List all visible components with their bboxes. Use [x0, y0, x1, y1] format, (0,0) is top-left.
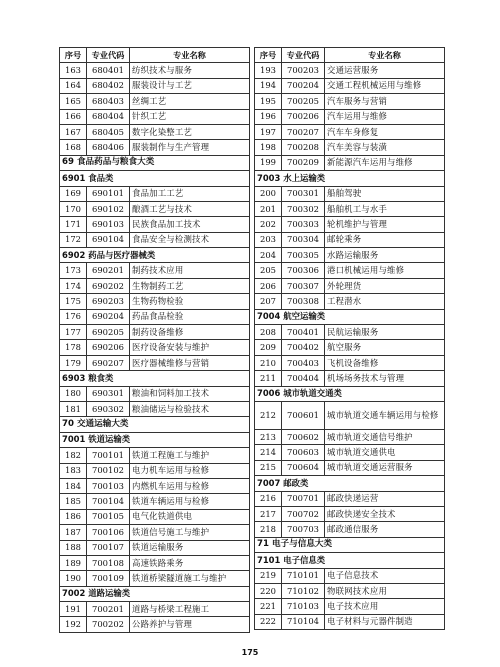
table-row [255, 325, 445, 340]
program-name: 电力机车运用与检修 [130, 463, 250, 478]
table-row [60, 124, 250, 139]
program-code: 700203 [282, 63, 325, 78]
row-number: 195 [255, 94, 282, 109]
right-table [254, 47, 445, 630]
subcategory-title: 7006 城市轨道交通类 [255, 386, 445, 401]
table-row [255, 140, 445, 155]
program-code: 700103 [87, 478, 130, 493]
row-number: 182 [60, 448, 87, 463]
subcategory-row [255, 476, 445, 491]
table-row [255, 568, 445, 583]
program-code: 700109 [87, 571, 130, 586]
row-number: 222 [255, 614, 282, 629]
row-number: 184 [60, 478, 87, 493]
program-code: 700305 [282, 248, 325, 263]
program-name: 医疗设备安装与维护 [130, 340, 250, 355]
program-name: 铁道运输服务 [130, 540, 250, 555]
program-code: 700604 [282, 460, 325, 475]
table-row [60, 463, 250, 478]
row-number: 183 [60, 463, 87, 478]
program-name: 外轮理货 [325, 278, 445, 293]
table-row [255, 63, 445, 78]
table-row [255, 445, 445, 460]
program-code: 710103 [282, 599, 325, 614]
program-name: 邮政快递运营 [325, 491, 445, 506]
program-name: 邮轮乘务 [325, 232, 445, 247]
table-row [60, 478, 250, 493]
program-name: 水路运输服务 [325, 248, 445, 263]
program-name: 电子材料与元器件制造 [325, 614, 445, 629]
table-row [60, 63, 250, 78]
row-number: 218 [255, 522, 282, 537]
table-row [255, 340, 445, 355]
category-title: 71 电子与信息大类 [255, 537, 445, 552]
row-number: 200 [255, 186, 282, 201]
row-number: 199 [255, 155, 282, 170]
subcategory-title: 7007 邮政类 [255, 476, 445, 491]
table-row [60, 509, 250, 524]
program-name: 城市轨道交通运营服务 [325, 460, 445, 475]
program-code: 700107 [87, 540, 130, 555]
program-code: 690101 [87, 186, 130, 201]
program-code: 700201 [87, 602, 130, 617]
subcategory-title: 6902 药品与医疗器械类 [60, 248, 250, 263]
row-number: 192 [60, 617, 87, 632]
row-number: 190 [60, 571, 87, 586]
subcategory-title: 6903 粮食类 [60, 371, 250, 386]
table-row [255, 248, 445, 263]
row-number: 187 [60, 525, 87, 540]
program-name: 丝绸工艺 [130, 94, 250, 109]
table-row [255, 429, 445, 444]
program-code: 690302 [87, 401, 130, 416]
program-code: 700701 [282, 491, 325, 506]
program-code: 700404 [282, 371, 325, 386]
program-name: 粮油和饲料加工技术 [130, 386, 250, 401]
program-name: 城市轨道交通供电 [325, 445, 445, 460]
program-name: 药品食品检验 [130, 309, 250, 324]
program-name: 医疗器械维修与营销 [130, 355, 250, 370]
program-code: 690201 [87, 263, 130, 278]
table-row [255, 506, 445, 521]
table-row [255, 263, 445, 278]
table-row [255, 155, 445, 170]
row-number: 196 [255, 109, 282, 124]
table-row [60, 263, 250, 278]
table-row [255, 491, 445, 506]
row-number: 173 [60, 263, 87, 278]
program-name: 电气化铁道供电 [130, 509, 250, 524]
program-name: 食品加工工艺 [130, 186, 250, 201]
program-code: 690102 [87, 201, 130, 216]
program-name: 邮政通信服务 [325, 522, 445, 537]
row-number: 203 [255, 232, 282, 247]
program-name: 港口机械运用与维修 [325, 263, 445, 278]
table-row [60, 325, 250, 340]
table-row [60, 217, 250, 232]
row-number: 197 [255, 124, 282, 139]
table-row [60, 540, 250, 555]
right-table-body [255, 63, 445, 630]
subcategory-row [60, 586, 250, 601]
subcategory-title: 7001 铁道运输类 [60, 432, 250, 447]
program-code: 700104 [87, 494, 130, 509]
subcategory-row [60, 432, 250, 447]
table-row [60, 525, 250, 540]
row-number: 171 [60, 217, 87, 232]
program-name: 汽车运用与维修 [325, 109, 445, 124]
program-name: 交通运营服务 [325, 63, 445, 78]
program-code: 700307 [282, 278, 325, 293]
program-code: 700101 [87, 448, 130, 463]
subcategory-row [255, 553, 445, 568]
table-row [255, 78, 445, 93]
program-name: 服装制作与生产管理 [130, 140, 250, 155]
program-code: 710101 [282, 568, 325, 583]
table-row [255, 599, 445, 614]
row-number: 185 [60, 494, 87, 509]
table-row [60, 555, 250, 570]
program-name: 铁道桥梁隧道施工与维护 [130, 571, 250, 586]
row-number: 179 [60, 355, 87, 370]
program-code: 690103 [87, 217, 130, 232]
program-name: 电子技术应用 [325, 599, 445, 614]
program-code: 690104 [87, 232, 130, 247]
program-name: 船舶驾驶 [325, 186, 445, 201]
program-name: 纺织技术与服务 [130, 63, 250, 78]
table-row [60, 201, 250, 216]
program-name: 公路养护与管理 [130, 617, 250, 632]
program-name: 道路与桥梁工程施工 [130, 602, 250, 617]
program-name: 汽车服务与营销 [325, 94, 445, 109]
row-number: 202 [255, 217, 282, 232]
row-number: 212 [255, 401, 282, 429]
row-number: 217 [255, 506, 282, 521]
row-number: 163 [60, 63, 87, 78]
program-name: 生物制药工艺 [130, 278, 250, 293]
category-title: 70 交通运输大类 [60, 417, 250, 432]
table-row [255, 401, 445, 429]
program-code: 680404 [87, 109, 130, 124]
program-code: 700108 [87, 555, 130, 570]
program-code: 680405 [87, 124, 130, 139]
program-name: 食品安全与检测技术 [130, 232, 250, 247]
subcategory-row [255, 309, 445, 324]
program-code: 680403 [87, 94, 130, 109]
subcategory-title: 7003 水上运输类 [255, 171, 445, 186]
program-name: 机场场务技术与管理 [325, 371, 445, 386]
program-code: 690204 [87, 309, 130, 324]
row-number: 210 [255, 355, 282, 370]
row-number: 194 [255, 78, 282, 93]
row-number: 198 [255, 140, 282, 155]
program-code: 700306 [282, 263, 325, 278]
left-table [59, 47, 250, 633]
table-row [255, 201, 445, 216]
subcategory-title: 6901 食品类 [60, 171, 250, 186]
table-row [60, 355, 250, 370]
program-name: 铁道车辆运用与检修 [130, 494, 250, 509]
row-number: 211 [255, 371, 282, 386]
program-code: 700402 [282, 340, 325, 355]
row-number: 221 [255, 599, 282, 614]
subcategory-row [60, 171, 250, 186]
program-code: 700301 [282, 186, 325, 201]
category-row [60, 417, 250, 432]
row-number: 207 [255, 294, 282, 309]
program-name: 制药技术应用 [130, 263, 250, 278]
table-row [60, 571, 250, 586]
header-name: 专业名称 [130, 48, 250, 63]
row-number: 204 [255, 248, 282, 263]
program-code: 700303 [282, 217, 325, 232]
table-row [60, 340, 250, 355]
header-num: 序号 [255, 48, 282, 63]
header-row [255, 48, 445, 63]
program-name: 飞机设备维修 [325, 355, 445, 370]
page-number: 175 [241, 648, 259, 657]
row-number: 170 [60, 201, 87, 216]
category-title: 69 食品药品与粮食大类 [60, 155, 250, 170]
row-number: 220 [255, 583, 282, 598]
subcategory-row [255, 386, 445, 401]
row-number: 165 [60, 94, 87, 109]
row-number: 181 [60, 401, 87, 416]
program-name: 工程潜水 [325, 294, 445, 309]
table-row [60, 94, 250, 109]
program-code: 700204 [282, 78, 325, 93]
program-code: 700304 [282, 232, 325, 247]
row-number: 176 [60, 309, 87, 324]
program-name: 汽车美容与装潢 [325, 140, 445, 155]
table-row [60, 140, 250, 155]
program-code: 700209 [282, 155, 325, 170]
program-code: 700205 [282, 94, 325, 109]
table-row [255, 355, 445, 370]
row-number: 164 [60, 78, 87, 93]
table-row [255, 371, 445, 386]
table-row [60, 278, 250, 293]
row-number: 219 [255, 568, 282, 583]
row-number: 205 [255, 263, 282, 278]
category-row [255, 537, 445, 552]
program-code: 700401 [282, 325, 325, 340]
program-name: 交通工程机械运用与维修 [325, 78, 445, 93]
program-name: 针织工艺 [130, 109, 250, 124]
subcategory-title: 7002 道路运输类 [60, 586, 250, 601]
row-number: 189 [60, 555, 87, 570]
table-row [60, 186, 250, 201]
row-number: 188 [60, 540, 87, 555]
table-row [60, 309, 250, 324]
table-row [60, 78, 250, 93]
table-row [255, 124, 445, 139]
program-name: 酿酒工艺与技术 [130, 201, 250, 216]
header-row [60, 48, 250, 63]
program-name: 城市轨道交通信号维护 [325, 429, 445, 444]
row-number: 215 [255, 460, 282, 475]
program-name: 汽车车身修复 [325, 124, 445, 139]
program-name: 铁道信号施工与维护 [130, 525, 250, 540]
row-number: 216 [255, 491, 282, 506]
table-row [255, 460, 445, 475]
row-number: 213 [255, 429, 282, 444]
subcategory-row [60, 371, 250, 386]
table-row [60, 109, 250, 124]
table-row [255, 583, 445, 598]
program-code: 690205 [87, 325, 130, 340]
program-code: 700403 [282, 355, 325, 370]
program-code: 700603 [282, 445, 325, 460]
program-code: 700602 [282, 429, 325, 444]
program-name: 轮机维护与管理 [325, 217, 445, 232]
program-name: 数字化染整工艺 [130, 124, 250, 139]
program-name: 新能源汽车运用与维修 [325, 155, 445, 170]
program-name: 生物药物检验 [130, 294, 250, 309]
program-code: 680401 [87, 63, 130, 78]
program-code: 700208 [282, 140, 325, 155]
program-name: 服装设计与工艺 [130, 78, 250, 93]
program-code: 700308 [282, 294, 325, 309]
program-name: 民族食品加工技术 [130, 217, 250, 232]
program-name: 物联网技术应用 [325, 583, 445, 598]
row-number: 208 [255, 325, 282, 340]
row-number: 180 [60, 386, 87, 401]
program-code: 700105 [87, 509, 130, 524]
row-number: 174 [60, 278, 87, 293]
program-code: 700703 [282, 522, 325, 537]
program-code: 700206 [282, 109, 325, 124]
program-code: 690206 [87, 340, 130, 355]
table-row [255, 217, 445, 232]
program-catalog [59, 47, 444, 633]
row-number: 177 [60, 325, 87, 340]
header-num: 序号 [60, 48, 87, 63]
program-name: 邮政快递安全技术 [325, 506, 445, 521]
program-name: 铁道工程施工与维护 [130, 448, 250, 463]
program-name: 航空服务 [325, 340, 445, 355]
program-code: 690202 [87, 278, 130, 293]
row-number: 175 [60, 294, 87, 309]
table-row [60, 494, 250, 509]
program-name: 电子信息技术 [325, 568, 445, 583]
program-code: 680406 [87, 140, 130, 155]
program-name: 船舶机工与水手 [325, 201, 445, 216]
row-number: 206 [255, 278, 282, 293]
row-number: 169 [60, 186, 87, 201]
table-row [255, 94, 445, 109]
program-code: 680402 [87, 78, 130, 93]
header-code: 专业代码 [282, 48, 325, 63]
program-code: 710104 [282, 614, 325, 629]
table-row [255, 232, 445, 247]
table-row [255, 109, 445, 124]
subcategory-row [255, 171, 445, 186]
program-name: 粮油储运与检验技术 [130, 401, 250, 416]
program-code: 700202 [87, 617, 130, 632]
header-code: 专业代码 [87, 48, 130, 63]
table-row [60, 617, 250, 632]
subcategory-title: 7101 电子信息类 [255, 553, 445, 568]
program-name: 高速铁路乘务 [130, 555, 250, 570]
program-name: 制药设备维修 [130, 325, 250, 340]
table-row [255, 614, 445, 629]
header-name: 专业名称 [325, 48, 445, 63]
row-number: 214 [255, 445, 282, 460]
table-row [255, 294, 445, 309]
table-row [255, 522, 445, 537]
program-name: 城市轨道交通车辆运用与检修 [325, 401, 445, 429]
program-code: 690301 [87, 386, 130, 401]
row-number: 209 [255, 340, 282, 355]
table-row [255, 186, 445, 201]
program-code: 700106 [87, 525, 130, 540]
subcategory-title: 7004 航空运输类 [255, 309, 445, 324]
program-name: 民航运输服务 [325, 325, 445, 340]
program-code: 710102 [282, 583, 325, 598]
table-row [60, 401, 250, 416]
program-code: 700302 [282, 201, 325, 216]
table-row [60, 602, 250, 617]
program-code: 700601 [282, 401, 325, 429]
program-code: 700102 [87, 463, 130, 478]
left-table-body [60, 63, 250, 632]
category-row [60, 155, 250, 170]
program-code: 690203 [87, 294, 130, 309]
row-number: 201 [255, 201, 282, 216]
row-number: 168 [60, 140, 87, 155]
row-number: 186 [60, 509, 87, 524]
row-number: 172 [60, 232, 87, 247]
row-number: 178 [60, 340, 87, 355]
row-number: 167 [60, 124, 87, 139]
program-code: 700702 [282, 506, 325, 521]
row-number: 193 [255, 63, 282, 78]
table-row [60, 386, 250, 401]
table-row [255, 278, 445, 293]
row-number: 191 [60, 602, 87, 617]
row-number: 166 [60, 109, 87, 124]
table-row [60, 232, 250, 247]
program-code: 700207 [282, 124, 325, 139]
subcategory-row [60, 248, 250, 263]
program-code: 690207 [87, 355, 130, 370]
table-row [60, 294, 250, 309]
table-row [60, 448, 250, 463]
program-name: 内燃机车运用与检修 [130, 478, 250, 493]
